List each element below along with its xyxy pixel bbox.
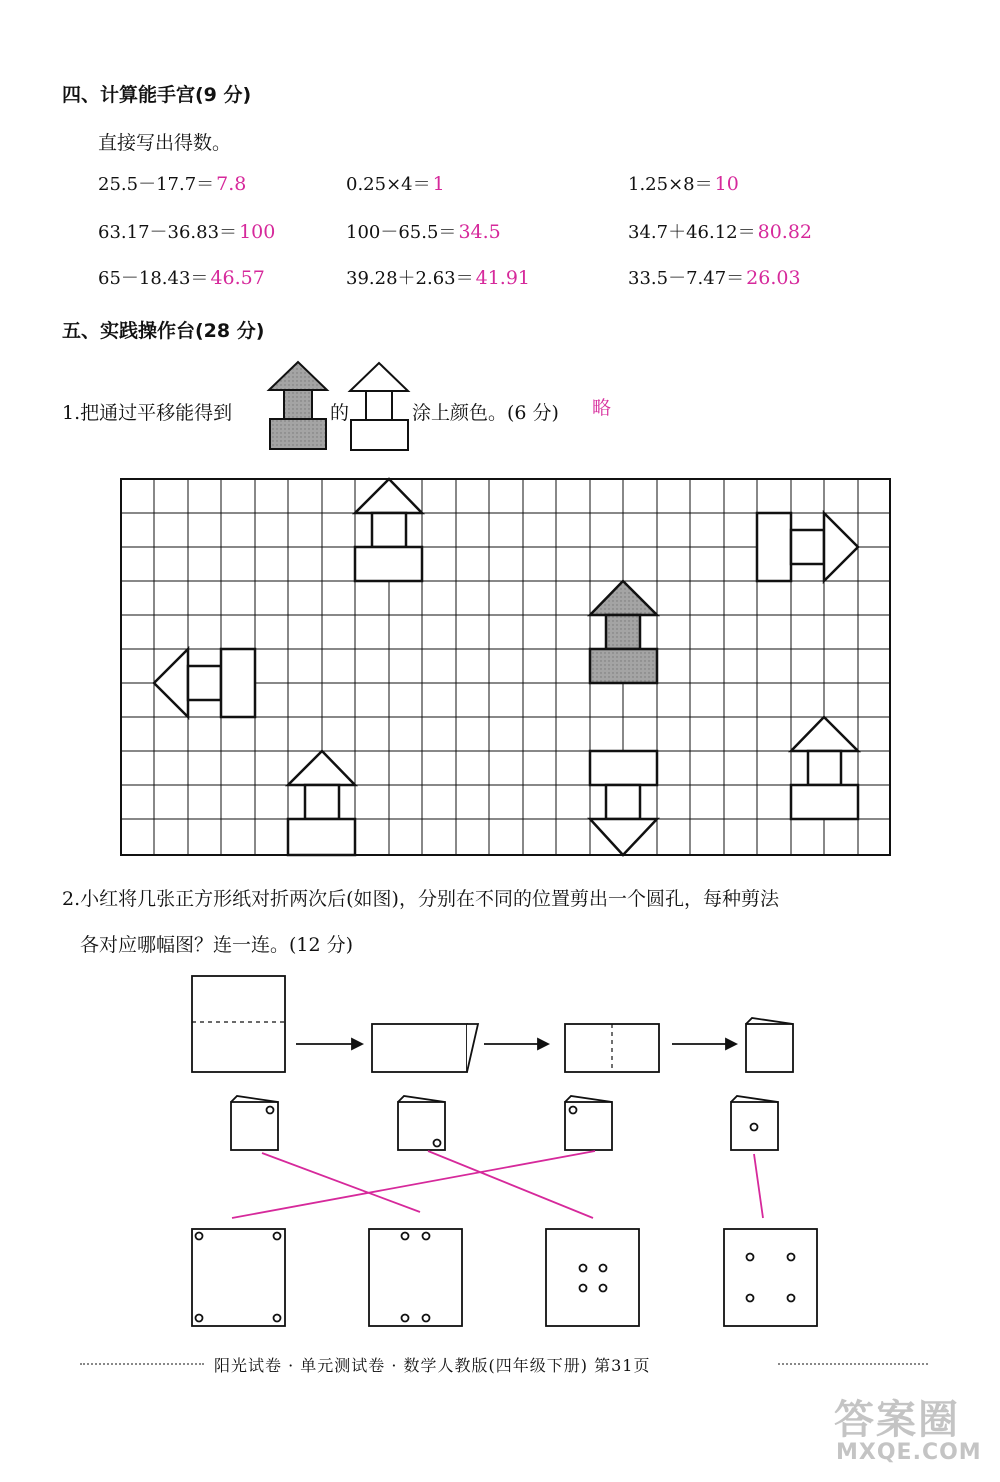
cut-option-corner-top-right	[231, 1096, 278, 1150]
problem: 100－65.5＝ 34.5	[346, 221, 501, 243]
cut-option-center	[731, 1096, 778, 1150]
house-shape-down	[590, 751, 657, 855]
house-shape-left	[154, 649, 255, 717]
problem: 65－18.43＝ 46.57	[98, 267, 265, 289]
folded-rectangle	[372, 1024, 478, 1072]
answer: 80.82	[757, 221, 813, 243]
arrow-right-icon	[296, 1039, 362, 1049]
q1-text-part1: 1.把通过平移能得到	[62, 402, 233, 424]
outline-house-icon	[350, 363, 408, 450]
unfolded-result-center-cluster	[546, 1229, 639, 1326]
problem: 25.5－17.7＝ 7.8	[98, 173, 247, 195]
answer: 1	[432, 173, 445, 195]
problem: 1.25×8＝ 10	[628, 173, 739, 195]
house-shape-up	[791, 717, 858, 819]
answer: 34.5	[458, 221, 501, 243]
house-shape-right	[757, 513, 858, 581]
q2-text-line1: 2.小红将几张正方形纸对折两次后(如图)，分别在不同的位置剪出一个圆孔，每种剪法	[62, 888, 779, 910]
problem: 39.28＋2.63＝ 41.91	[346, 267, 531, 289]
section4-instruction: 直接写出得数。	[98, 132, 232, 154]
watermark-url: MXQE.COM	[836, 1440, 982, 1465]
problem: 34.7＋46.12＝ 80.82	[628, 221, 813, 243]
watermark-logo: 答案圈	[834, 1397, 960, 1443]
unfolded-result-corners	[192, 1229, 285, 1326]
answer: 7.8	[216, 173, 247, 195]
page-footer: 阳光试卷 · 单元测试卷 · 数学人教版(四年级下册) 第31页	[214, 1356, 651, 1375]
footer-divider-left	[80, 1363, 204, 1365]
q1-text-part3: 涂上颜色。(6 分)	[412, 402, 559, 424]
house-shape-up	[288, 751, 355, 855]
house-shape-shaded	[590, 581, 657, 683]
folding-sequence	[192, 976, 793, 1072]
problem: 63.17－36.83＝ 100	[98, 221, 276, 243]
folded-rectangle-dashed	[565, 1024, 659, 1072]
unfolded-result-spread	[724, 1229, 817, 1326]
answer: 46.57	[210, 267, 265, 289]
answer: 100	[239, 221, 276, 243]
answer: 26.03	[746, 267, 801, 289]
footer-divider-right	[778, 1363, 928, 1365]
section5-heading: 五、实践操作台(28 分)	[62, 320, 265, 342]
answer: 41.91	[475, 267, 531, 289]
folded-square-small	[746, 1018, 793, 1072]
q2-text-line2: 各对应哪幅图？连一连。(12 分)	[80, 934, 354, 956]
square-paper-dashed	[192, 976, 285, 1072]
problem: 33.5－7.47＝ 26.03	[628, 267, 801, 289]
q1-text-part2: 的	[330, 402, 350, 424]
problem: 0.25×4＝ 1	[346, 173, 445, 195]
arrow-right-icon	[484, 1039, 548, 1049]
section4-heading: 四、计算能手宫(9 分)	[62, 84, 252, 106]
arrow-right-icon	[672, 1039, 736, 1049]
q1-answer: 略	[592, 397, 612, 419]
house-shape-up	[355, 479, 422, 581]
matching-lines	[232, 1151, 763, 1218]
answer: 10	[714, 173, 739, 195]
unfolded-result-edge-pairs	[369, 1229, 462, 1326]
cut-option-corner-bottom-right	[398, 1096, 445, 1150]
shaded-house-icon	[269, 362, 327, 449]
cut-option-corner-top-left	[565, 1096, 612, 1150]
